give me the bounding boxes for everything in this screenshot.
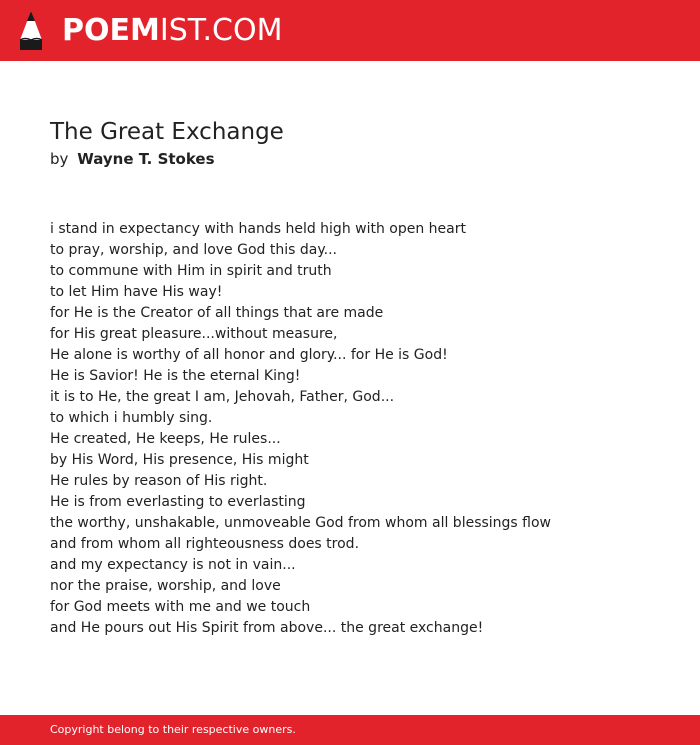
- site-header: [0, 0, 700, 61]
- author-name: Wayne T. Stokes: [77, 150, 215, 168]
- poem-line: i stand in expectancy with hands held high with open heart: [50, 221, 466, 237]
- poem-line: He created, He keeps, He rules...: [50, 431, 281, 447]
- pencil-tip-icon[interactable]: [18, 10, 44, 52]
- poem-line: He is Savior! He is the eternal King!: [50, 368, 301, 384]
- by-label: by: [50, 150, 69, 168]
- poem-line: it is to He, the great I am, Jehovah, Father, God...: [50, 389, 395, 405]
- poem-body: [50, 219, 670, 639]
- poem-line: to let Him have His way!: [50, 284, 223, 300]
- poem-line: to commune with Him in spirit and truth: [50, 263, 332, 279]
- poem-line: to which i humbly sing.: [50, 410, 213, 426]
- poem-line: and from whom all righteousness does trod.: [50, 536, 360, 552]
- poem-line: for He is the Creator of all things that are made: [50, 305, 384, 321]
- poem-line: He is from everlasting to everlasting: [50, 494, 306, 510]
- poem-line: for His great pleasure...without measure,: [50, 326, 338, 342]
- site-logo[interactable]: [62, 13, 282, 49]
- poem-line: by His Word, His presence, His might: [50, 452, 309, 468]
- poem-line: to pray, worship, and love God this day...: [50, 242, 337, 258]
- logo-bold-text: POEM: [62, 13, 160, 48]
- poem-line: He rules by reason of His right.: [50, 473, 268, 489]
- poem-line: nor the praise, worship, and love: [50, 578, 281, 594]
- poem-line: the worthy, unshakable, unmoveable God from whom all blessings flow: [50, 515, 552, 531]
- logo-light-text: IST.COM: [159, 13, 283, 48]
- poem-line: for God meets with me and we touch: [50, 599, 311, 615]
- site-footer: [0, 715, 700, 745]
- poem-line: and my expectancy is not in vain...: [50, 557, 296, 573]
- poem-line: and He pours out His Spirit from above... the great exchange!: [50, 620, 484, 636]
- poem-line: He alone is worthy of all honor and glory... for He is God!: [50, 347, 448, 363]
- poem-title: The Great Exchange: [50, 119, 284, 145]
- copyright-text: Copyright belong to their respective owners.: [50, 723, 296, 736]
- byline: [50, 149, 215, 169]
